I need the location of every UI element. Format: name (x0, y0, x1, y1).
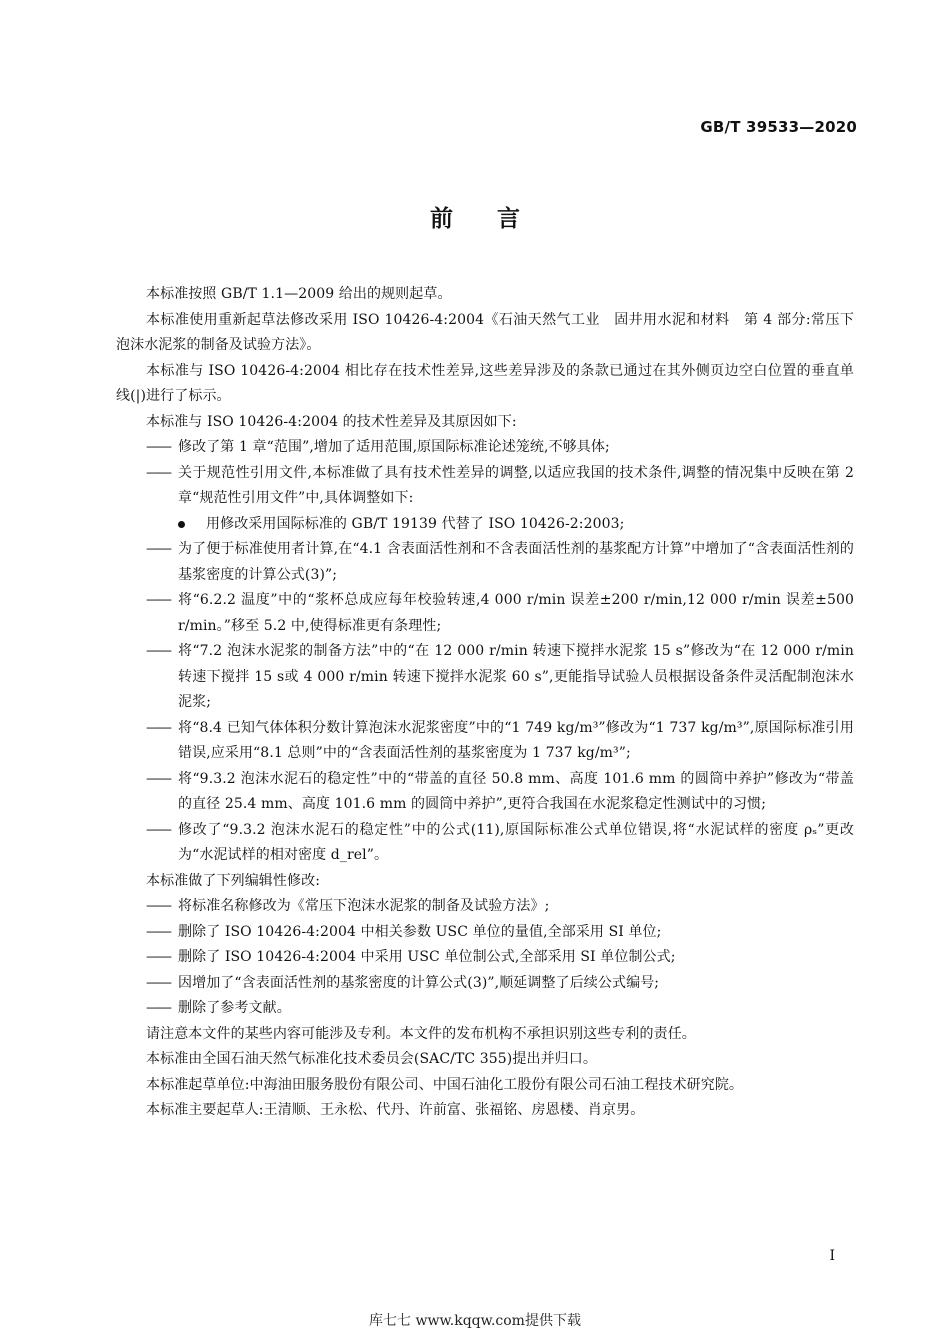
page-title: 前言 (430, 206, 564, 232)
list-item: —— 修改了第 1 章“范围”,增加了适用范围,原国际标准论述笼统,不够具体; (116, 435, 854, 461)
paragraph: 请注意本文件的某些内容可能涉及专利。本文件的发布机构不承担识别这些专利的责任。 (146, 1025, 696, 1042)
paragraph: 本标准与 ISO 10426-4:2004 相比存在技术性差异,这些差异涉及的条款已通过在其外侧页边空白位置的垂直单线(|)进行了标示。 (116, 362, 854, 404)
paragraph: 本标准做了下列编辑性修改: (146, 872, 321, 889)
list-item: —— 将标准名称修改为《常压下泡沫水泥浆的制备及试验方法》; (116, 894, 854, 920)
list-item: —— 删除了参考文献。 (116, 996, 854, 1022)
list-item: —— 将“7.2 泡沫水泥浆的制备方法”中的“在 12 000 r/min 转速下搅拌水泥浆 15 s”修改为“在 12 000 r/min转速下搅拌 15 s或 4 000 r/min 转速下搅拌水泥浆 60 s”,更能指导试验人员根据设备条件灵活配制泡沫水泥浆; (116, 639, 854, 716)
list-item: —— 将“8.4 已知气体体积分数计算泡沫水泥浆密度”中的“1 749 kg/m³”修改为“1 737 kg/m³”,原国际标准引用错误,应采用“8.1 总则”中的“含表面活性剂的基浆密度为 1 737 kg/m³”; (116, 716, 854, 767)
list-item: —— 将“6.2.2 温度”中的“浆杯总成应每年校验转速,4 000 r/min 误差±200 r/min,12 000 r/min 误差±500 r/min。”移至 5.2 中,使得标准更有条理性; (116, 588, 854, 639)
list-item: —— 删除了 ISO 10426-4:2004 中相关参数 USC 单位的量值,全部采用 SI 单位; (116, 920, 854, 946)
paragraph: 本标准起草单位:中海油田服务股份有限公司、中国石油化工股份有限公司石油工程技术研究院。 (146, 1076, 744, 1093)
paragraph: 本标准使用重新起草法修改采用 ISO 10426-4:2004《石油天然气工业 固井用水泥和材料 第 4 部分:常压下泡沫水泥浆的制备及试验方法》。 (116, 311, 854, 353)
standard-number: GB/T 39533—2020 (700, 118, 857, 136)
paragraph: 本标准由全国石油天然气标准化技术委员会(SAC/TC 355)提出并归口。 (146, 1051, 597, 1067)
download-footer: 库七七 www.kqqw.com提供下载 (369, 1313, 581, 1329)
list-item: —— 将“9.3.2 泡沫水泥石的稳定性”中的“带盖的直径 50.8 mm、高度 101.6 mm 的圆筒中养护”修改为“带盖的直径 25.4 mm、高度 101.6 mm 的圆筒中养护”,更符合我国在水泥浆稳定性测试中的习惯; (116, 767, 854, 818)
list-item: —— 关于规范性引用文件,本标准做了具有技术性差异的调整,以适应我国的技术条件,调整的情况集中反映在第 2 章“规范性引用文件”中,具体调整如下: (116, 461, 854, 512)
list-item: —— 修改了“9.3.2 泡沫水泥石的稳定性”中的公式(11),原国际标准公式单位错误,将“水泥试样的密度 ρₛ”更改为“水泥试样的相对密度 d_rel”。 (116, 818, 854, 869)
paragraph: 本标准与 ISO 10426-4:2004 的技术性差异及其原因如下: (146, 413, 517, 430)
page-number: I (829, 1248, 835, 1264)
bullet-dot-icon (178, 521, 185, 528)
foreword-body (116, 282, 854, 1124)
paragraph: 本标准主要起草人:王清顺、王永松、代丹、许前富、张福铭、房恩楼、肖京男。 (146, 1102, 645, 1118)
bullet-item: 用修改采用国际标准的 GB/T 19139 代替了 ISO 10426-2:2003; (116, 512, 854, 538)
paragraph: 本标准按照 GB/T 1.1—2009 给出的规则起草。 (146, 286, 452, 302)
list-item: —— 因增加了“含表面活性剂的基浆密度的计算公式(3)”,顺延调整了后续公式编号; (116, 971, 854, 997)
list-item: —— 为了便于标准使用者计算,在“4.1 含表面活性剂和不含表面活性剂的基浆配方计算”中增加了“含表面活性剂的基浆密度的计算公式(3)”; (116, 537, 854, 588)
list-item: —— 删除了 ISO 10426-4:2004 中采用 USC 单位制公式,全部采用 SI 单位制公式; (116, 945, 854, 971)
